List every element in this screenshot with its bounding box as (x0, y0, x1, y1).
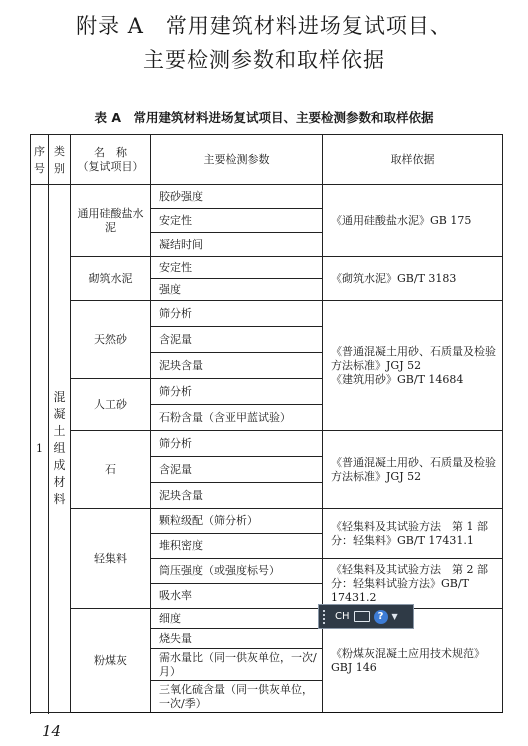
param-cell: 细度 (151, 609, 323, 629)
param-cell: 强度 (151, 279, 323, 301)
basis-flyash: 《粉煤灰混凝土应用技术规范》GBJ 146 (323, 609, 503, 713)
param-cell: 安定性 (151, 209, 323, 233)
param-cell: 凝结时间 (151, 233, 323, 257)
table-header-row (31, 135, 503, 185)
param-cell: 筛分析 (151, 431, 323, 457)
name-flyash: 粉煤灰 (71, 609, 151, 713)
basis-stone: 《普通混凝土用砂、石质量及检验方法标准》JGJ 52 (323, 431, 503, 509)
param-cell: 烧失量 (151, 629, 323, 649)
param-cell: 需水量比（同一供灰单位，一次/月） (151, 649, 323, 681)
param-cell: 三氧化硫含量（同一供灰单位，一次/季） (151, 681, 323, 713)
name-artificial-sand: 人工砂 (71, 379, 151, 431)
materials-table (30, 134, 503, 713)
category-cell: 混凝土组成材料 (49, 185, 71, 713)
header-seq: 序号 (31, 135, 49, 185)
basis-lightweight-1: 《轻集料及其试验方法 第 1 部分：轻集料》GB/T 17431.1 (323, 509, 503, 559)
appendix-title-line1: 附录 A 常用建筑材料进场复试项目、 (76, 14, 452, 38)
table-row (31, 185, 503, 209)
param-cell: 堆积密度 (151, 534, 323, 559)
param-cell: 筒压强度（或强度标号） (151, 559, 323, 584)
table-caption: 表 A 常用建筑材料进场复试项目、主要检测参数和取样依据 (94, 110, 434, 125)
param-cell: 泥块含量 (151, 483, 323, 509)
table-row (31, 257, 503, 279)
seq-cell: 1 (31, 185, 49, 713)
chevron-down-icon[interactable]: ▼ (391, 612, 398, 621)
table-row (31, 509, 503, 534)
param-cell: 含泥量 (151, 457, 323, 483)
header-category: 类别 (49, 135, 71, 185)
param-cell: 安定性 (151, 257, 323, 279)
header-name-sub: （复试项目） (77, 159, 144, 173)
header-params: 主要检测参数 (151, 135, 323, 185)
param-cell: 胶砂强度 (151, 185, 323, 209)
name-natural-sand: 天然砂 (71, 301, 151, 379)
page-number: 14 (42, 722, 62, 740)
drag-handle-icon[interactable] (323, 610, 331, 624)
basis-cement: 《通用硅酸盐水泥》GB 175 (323, 185, 503, 257)
param-cell: 颗粒级配（筛分析） (151, 509, 323, 534)
ime-toolbar[interactable] (318, 604, 414, 629)
table-row (31, 301, 503, 327)
param-cell: 泥块含量 (151, 353, 323, 379)
help-icon[interactable]: ? (374, 610, 388, 624)
basis-masonry: 《砌筑水泥》GB/T 3183 (323, 257, 503, 301)
basis-lightweight-2: 《轻集料及其试验方法 第 2 部分：轻集料试验方法》GB/T 17431.2 (323, 559, 503, 609)
basis-sand: 《普通混凝土用砂、石质量及检验方法标准》JGJ 52 《建筑用砂》GB/T 14684 (323, 301, 503, 431)
param-cell: 筛分析 (151, 301, 323, 327)
header-name-main: 名 称 (94, 145, 127, 159)
name-stone: 石 (71, 431, 151, 509)
header-name (71, 135, 151, 185)
ime-language-label[interactable]: CH (335, 611, 350, 622)
param-cell: 吸水率 (151, 584, 323, 609)
header-basis: 取样依据 (323, 135, 503, 185)
appendix-title-line2: 主要检测参数和取样依据 (143, 48, 385, 72)
param-cell: 筛分析 (151, 379, 323, 405)
name-cement: 通用硅酸盐水泥 (71, 185, 151, 257)
keyboard-icon[interactable] (354, 611, 370, 622)
table-row (31, 431, 503, 457)
name-lightweight: 轻集料 (71, 509, 151, 609)
param-cell: 含泥量 (151, 327, 323, 353)
param-cell: 石粉含量（含亚甲蓝试验） (151, 405, 323, 431)
name-masonry: 砌筑水泥 (71, 257, 151, 301)
table-row (31, 609, 503, 629)
